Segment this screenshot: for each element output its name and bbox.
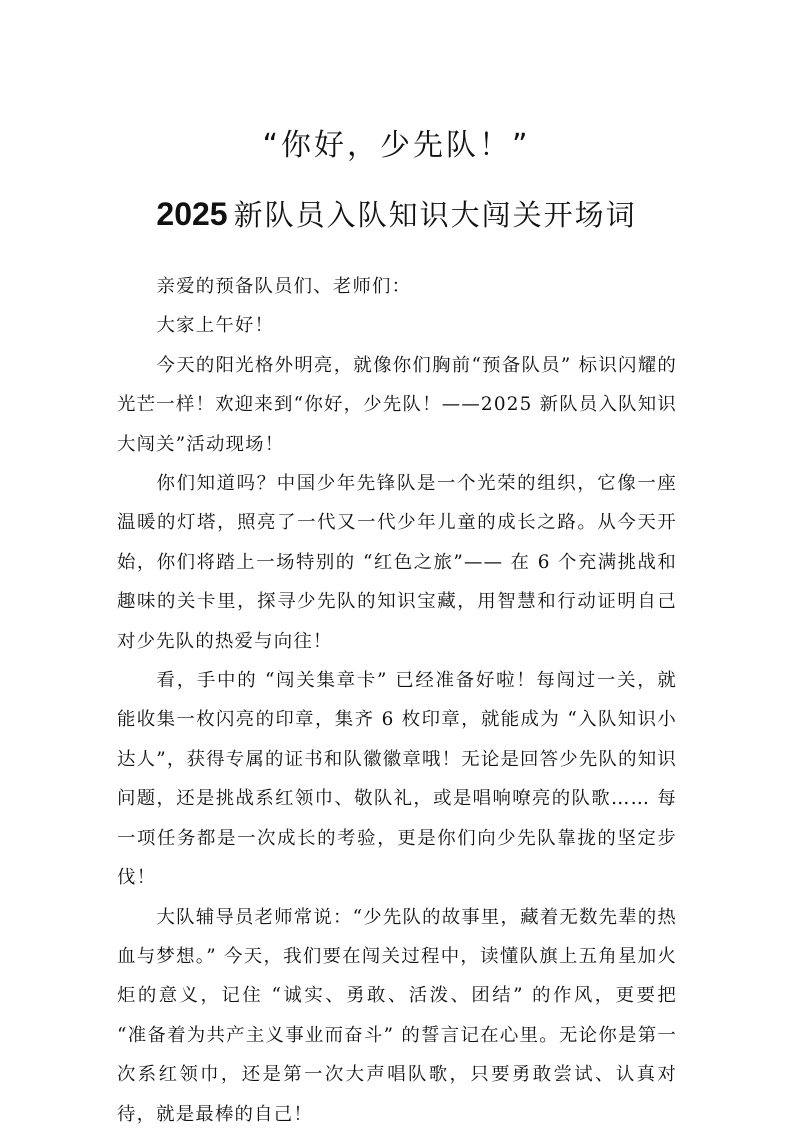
document-body (117, 267, 677, 1134)
paragraph-counselor-quote: 大队辅导员老师常说：“少先队的故事里，藏着无数先辈的热血与梦想。” 今天，我们要在闯关过程中，读懂队旗上五角星加火炬的意义，记住 “诚实、勇敢、活泼、团结” 的作风，更要把 “准备着为共产主义事业而奋斗” 的誓言记在心里。无论你是第一次系红领巾，还是第一次大声唱队歌，只要勇敢尝试、认真对待，就是最棒的自己！ (117, 906, 677, 1125)
subtitle-text: 新队员入队知识大闯关开场词 (233, 198, 637, 232)
greeting-line: 大家上午好！ (156, 315, 275, 337)
paragraph-stamp-card: 看，手中的 “闯关集章卡” 已经准备好啦！每闯过一关，就能收集一枚闪亮的印章，集齐 6 枚印章，就能成为 “入队知识小达人”，获得专属的证书和队徽徽章哦！无论是回答少先队的知识问题，还是挑战系红领巾、敬队礼，或是唱响嘹亮的队歌…… 每一项任务都是一次成长的考验，更是你们向少先队靠拢的坚定步伐！ (117, 670, 677, 889)
paragraph-welcome: 今天的阳光格外明亮，就像你们胸前“预备队员” 标识闪耀的光芒一样！欢迎来到“你好，少先队！——2025 新队员入队知识大闯关”活动现场！ (117, 354, 677, 455)
greeting-salutation: 亲爱的预备队员们、老师们： (156, 276, 412, 297)
subtitle-year: 2025 (156, 196, 228, 232)
document-title: “你好，少先队！” (262, 128, 531, 163)
document-subtitle (0, 194, 793, 235)
paragraph-introduction: 你们知道吗？中国少年先锋队是一个光荣的组织，它像一座温暖的灯塔，照亮了一代又一代少年儿童的成长之路。从今天开始，你们将踏上一场特别的 “红色之旅”—— 在 6 个充满挑战和趣味的关卡里，探寻少先队的知识宝藏，用智慧和行动证明自己对少先队的热爱与向往！ (117, 473, 677, 652)
